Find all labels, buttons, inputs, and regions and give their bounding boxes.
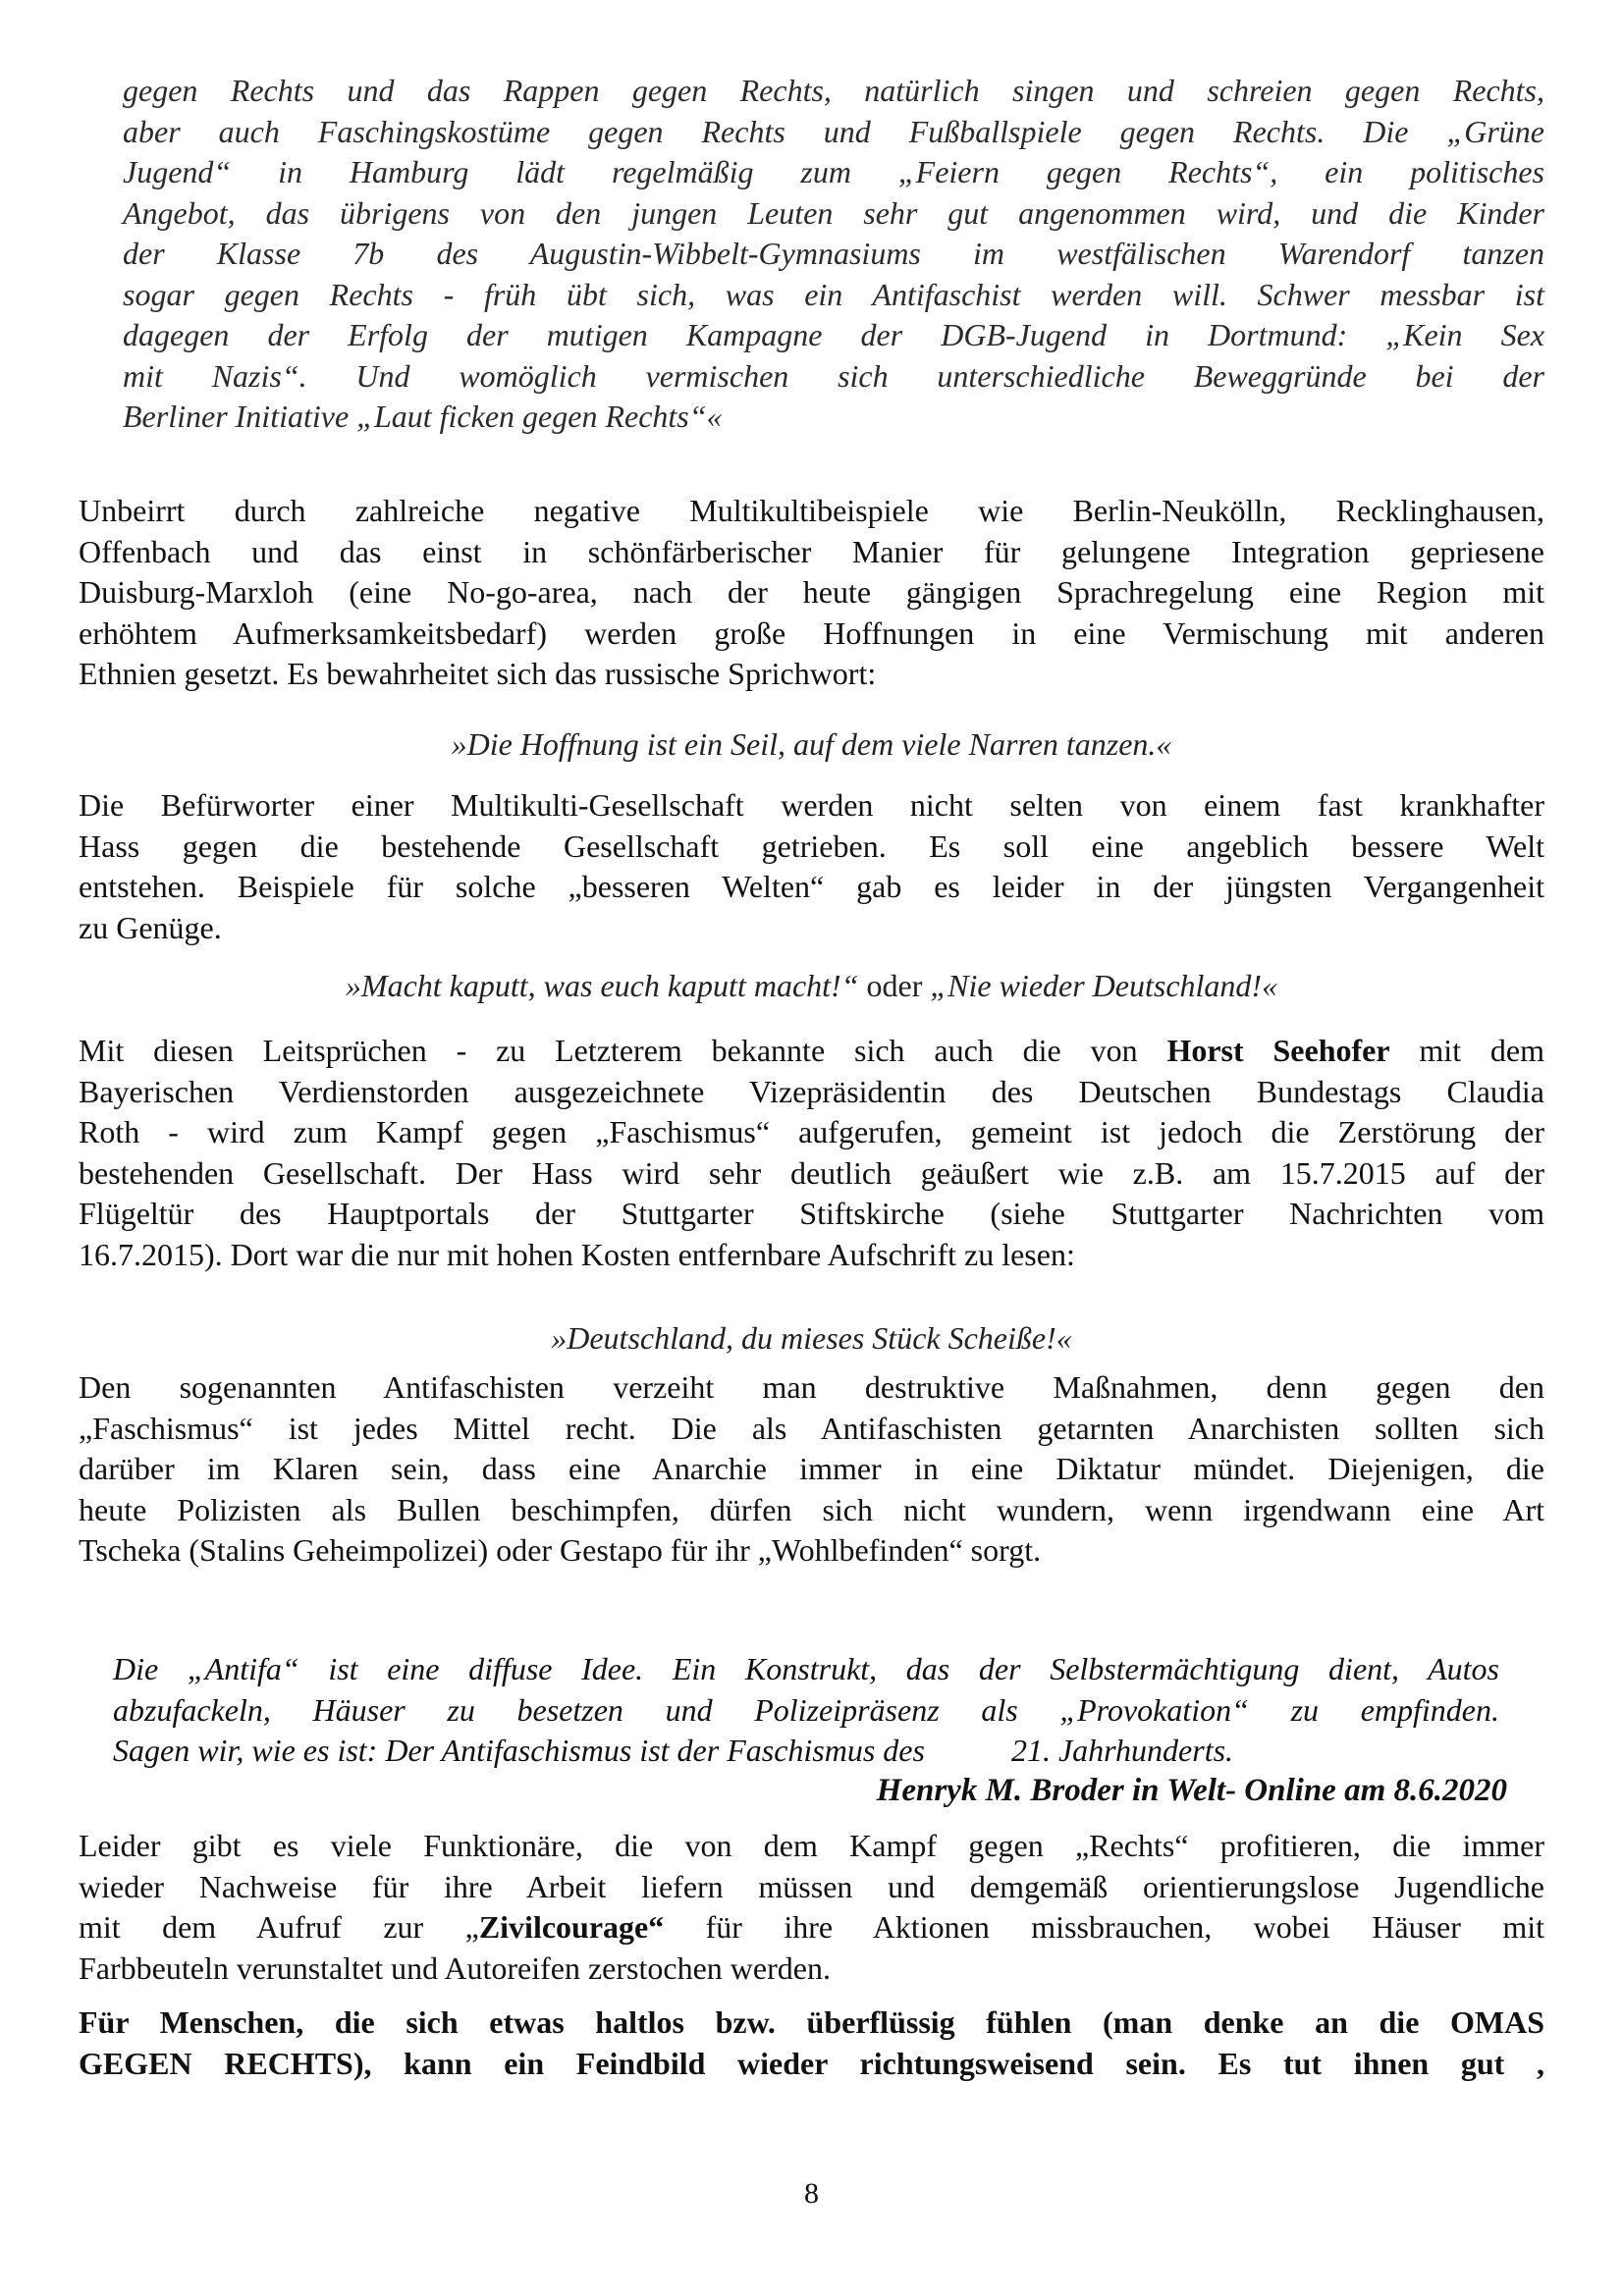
text-line: Für Menschen, die sich etwas haltlos bzw. überflüssig fühlen (man denke an die OMAS — [79, 2004, 1544, 2040]
text-line: Farbbeuteln verunstaltet und Autoreifen zerstochen werden. — [79, 1949, 831, 1986]
bold-term: Zivilcourage“ — [478, 1909, 665, 1945]
text-line: abzufackeln, Häuser zu besetzen und Polizeipräsenz als „Provokation“ zu empfinden. — [113, 1691, 1499, 1728]
text-line: Die „Antifa“ ist eine diffuse Idee. Ein Konstrukt, das der Selbstermächtigung dient, Autos — [113, 1651, 1499, 1686]
proverb-quote: »Die Hoffnung ist ein Seil, auf dem viele Narren tanzen.« — [451, 726, 1172, 762]
slogans-line — [79, 966, 1544, 1007]
text-line: Ethnien gesetzt. Es bewahrheitet sich das russische Sprichwort: — [79, 656, 877, 691]
text-line: 16.7.2015). Dort war die nur mit hohen Kosten entfernbare Aufschrift zu lesen: — [79, 1236, 1075, 1272]
text-line: Berliner Initiative „Laut ficken gegen Rechts“« — [123, 399, 723, 434]
text-line: erhöhtem Aufmerksamkeitsbedarf) werden große Hoffnungen in eine Vermischung mit anderen — [79, 614, 1544, 651]
text-line: der Klasse 7b des Augustin-Wibbelt-Gymnasiums im westfälischen Warendorf tanzen — [123, 236, 1544, 271]
paragraph-leitsprueche — [79, 1031, 1544, 1275]
text-line: sogar gegen Rechts - früh übt sich, was ein Antifaschist werden will. Schwer messbar ist — [123, 276, 1544, 312]
text-line: Offenbach und das einst in schönfärberischer Manier für gelungene Integration gepriesene — [79, 533, 1544, 569]
text-line: darüber im Klaren sein, dass eine Anarchie immer in eine Diktatur mündet. Diejenigen, die — [79, 1451, 1544, 1486]
bold-name: Horst Seehofer — [1166, 1033, 1390, 1068]
text-line: Bayerischen Verdienstorden ausgezeichnete Vizepräsidentin des Deutschen Bundestags Claudia — [79, 1073, 1544, 1109]
text-line: Den sogenannten Antifaschisten verzeiht man destruktive Maßnahmen, denn gegen den — [79, 1369, 1544, 1405]
page-number: 8 — [804, 2177, 819, 2210]
text-line: mit dem Aufruf zur „Zivilcourage“ für ihre Aktionen missbrauchen, wobei Häuser mit — [79, 1909, 1545, 1945]
text-line: wieder Nachweise für ihre Arbeit liefern müssen und demgemäß orientierungslose Jugendliche — [79, 1868, 1544, 1904]
italic-quote-block — [123, 71, 1544, 438]
text-line: Sagen wir, wie es ist: Der Antifaschismus ist der Faschismus des 21. Jahrhunderts. — [113, 1733, 1234, 1768]
paragraph-befuerworter — [79, 785, 1544, 948]
text-line: dagegen der Erfolg der mutigen Kampagne der DGB-Jugend in Dortmund: „Kein Sex — [123, 317, 1544, 352]
text-line: Unbeirrt durch zahlreiche negative Multikultibeispiele wie Berlin-Neukölln, Recklinghausen, — [79, 493, 1544, 528]
broder-quote — [113, 1649, 1499, 1772]
text-line: aber auch Faschingskostüme gegen Rechts und Fußballspiele gegen Rechts. Die „Grüne — [123, 113, 1544, 149]
paragraph-funktionaere — [79, 1826, 1544, 1989]
paragraph-omas — [79, 2002, 1544, 2084]
text-line: „Faschismus“ ist jedes Mittel recht. Die als Antifaschisten getarnten Anarchisten sollten sich — [79, 1410, 1544, 1446]
text-line: Die Befürworter einer Multikulti-Gesellschaft werden nicht selten von einem fast krankhafter — [79, 787, 1544, 823]
text-line: entstehen. Beispiele für solche „besseren Welten“ gab es leider in der jüngsten Vergangenheit — [79, 869, 1544, 904]
slogan-2: „Nie wieder Deutschland!« — [930, 968, 1278, 1003]
quote-attribution: Henryk M. Broder in Welt- Online am 8.6.2020 — [876, 1773, 1507, 1808]
text-line: Mit diesen Leitsprüchen - zu Letzterem bekannte sich auch die von Horst Seehofer mit dem — [79, 1033, 1545, 1068]
slogan-connector: oder — [858, 968, 931, 1003]
text-line: bestehenden Gesellschaft. Der Hass wird sehr deutlich geäußert wie z.B. am 15.7.2015 auf der — [79, 1154, 1544, 1191]
paragraph-multikulti — [79, 491, 1544, 695]
slogan-1: »Macht kaputt, was euch kaputt macht!“ — [345, 968, 859, 1003]
text-line: gegen Rechts und das Rappen gegen Rechts, natürlich singen und schreien gegen Rechts, — [123, 73, 1544, 108]
text-line: Angebot, das übrigens von den jungen Leuten sehr gut angenommen wird, und die Kinder — [123, 194, 1544, 231]
text-line: heute Polizisten als Bullen beschimpfen, dürfen sich nicht wundern, wenn irgendwann eine Art — [79, 1491, 1544, 1527]
text-line: zu Genüge. — [79, 909, 222, 945]
text-line: Jugend“ in Hamburg lädt regelmäßig zum „Feiern gegen Rechts“, ein politisches — [123, 154, 1544, 189]
text-line: Duisburg-Marxloh (eine No-go-area, nach der heute gängigen Sprachregelung eine Region mit — [79, 574, 1544, 610]
text-line: Flügeltür des Hauptportals der Stuttgarter Stiftskirche (siehe Stuttgarter Nachrichten vom — [79, 1196, 1544, 1231]
text-line: GEGEN RECHTS), kann ein Feindbild wieder richtungsweisend sein. Es tut ihnen gut , — [79, 2045, 1544, 2081]
paragraph-antifaschisten — [79, 1367, 1544, 1572]
text-line: Roth - wird zum Kampf gegen „Faschismus“ aufgerufen, gemeint ist jedoch die Zerstörung der — [79, 1114, 1544, 1149]
text-line: Tscheka (Stalins Geheimpolizei) oder Gestapo für ihr „Wohlbefinden“ sorgt. — [79, 1532, 1042, 1568]
inscription-quote: »Deutschland, du mieses Stück Scheiße!« — [551, 1320, 1072, 1356]
text-line: Leider gibt es viele Funktionäre, die von dem Kampf gegen „Rechts“ profitieren, die immer — [79, 1828, 1544, 1863]
text-line: mit Nazis“. Und womöglich vermischen sich unterschiedliche Beweggründe bei der — [123, 357, 1544, 394]
text-line: Hass gegen die bestehende Gesellschaft getrieben. Es soll eine angeblich bessere Welt — [79, 828, 1544, 864]
